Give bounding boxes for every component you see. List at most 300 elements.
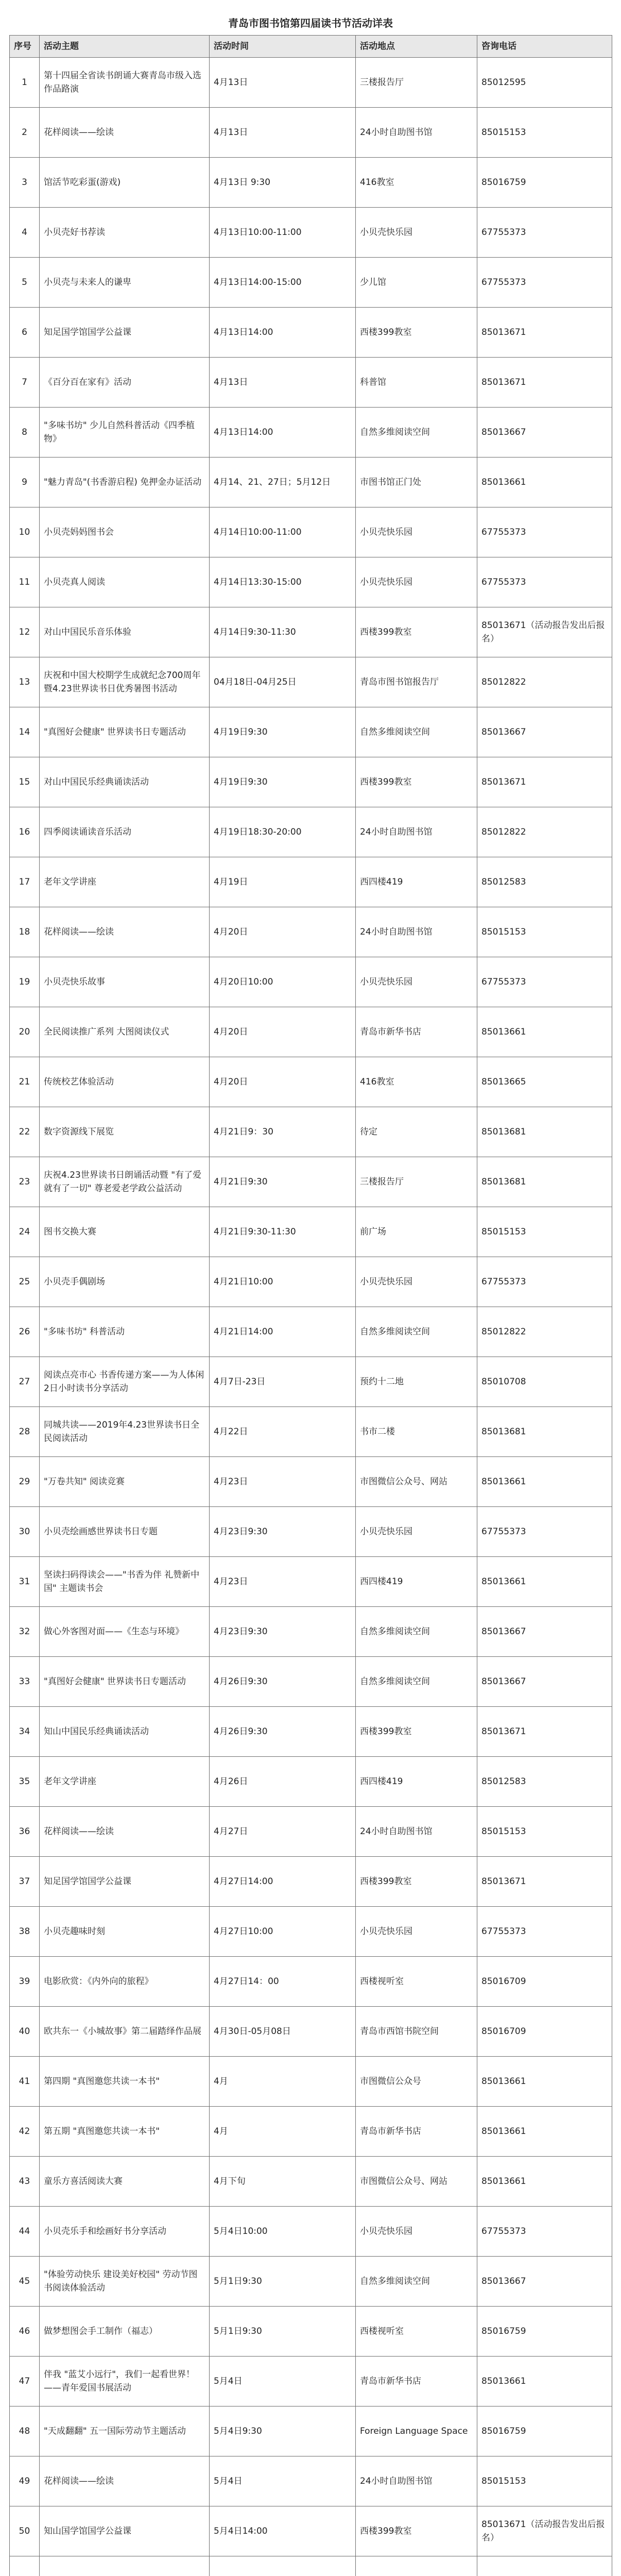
cell-topic: "多味书坊" 科普活动 bbox=[40, 1307, 210, 1357]
cell-time: 4月21日9:30 bbox=[210, 1157, 356, 1207]
cell-phone: 85013671 bbox=[477, 308, 612, 358]
cell-index: 38 bbox=[10, 1907, 40, 1957]
cell-topic: 老年文学讲座 bbox=[40, 857, 210, 907]
table-row bbox=[10, 1807, 612, 1857]
cell-phone: 85013661 bbox=[477, 1007, 612, 1057]
cell-topic: 坚读扫码得读会——"书香为伴 礼赞新中国" 主题读书会 bbox=[40, 1557, 210, 1607]
cell-index: 31 bbox=[10, 1557, 40, 1607]
cell-location: 自然多维阅读空间 bbox=[356, 1307, 477, 1357]
cell-time: 5月1日9:30 bbox=[210, 2257, 356, 2307]
table-row bbox=[10, 158, 612, 208]
cell-phone: 85013671 bbox=[477, 358, 612, 408]
cell-phone: 85012583 bbox=[477, 857, 612, 907]
cell-location: 小贝壳快乐园 bbox=[356, 1507, 477, 1557]
cell-index: 43 bbox=[10, 2157, 40, 2207]
cell-time: 4月14日13:30-15:00 bbox=[210, 557, 356, 607]
cell-time: 4月21日14:00 bbox=[210, 1307, 356, 1357]
cell-index: 1 bbox=[10, 58, 40, 108]
table-row bbox=[10, 707, 612, 757]
cell-topic: 小贝壳趣味时刻 bbox=[40, 1907, 210, 1957]
cell-location: 市图微信公众号 bbox=[356, 2057, 477, 2107]
cell-topic: 欧共东一《小城故事》第二届踏绎作品展 bbox=[40, 2007, 210, 2057]
cell-time: 4月13日10:00-11:00 bbox=[210, 208, 356, 258]
table-row bbox=[10, 1507, 612, 1557]
cell-time: 5月4日 bbox=[210, 2456, 356, 2506]
cell-index: 18 bbox=[10, 907, 40, 957]
cell-index bbox=[10, 2556, 40, 2576]
cell-phone bbox=[477, 2556, 612, 2576]
cell-index: 14 bbox=[10, 707, 40, 757]
table-row bbox=[10, 1457, 612, 1507]
table-row bbox=[10, 1907, 612, 1957]
cell-index: 12 bbox=[10, 607, 40, 657]
cell-location: 小贝壳快乐园 bbox=[356, 2207, 477, 2257]
cell-time: 4月 bbox=[210, 2057, 356, 2107]
cell-index: 47 bbox=[10, 2357, 40, 2406]
cell-phone: 85013661 bbox=[477, 1457, 612, 1507]
cell-phone: 85012822 bbox=[477, 807, 612, 857]
cell-phone: 85013665 bbox=[477, 1057, 612, 1107]
cell-phone: 85013667 bbox=[477, 1657, 612, 1707]
cell-topic: 小贝壳真人阅读 bbox=[40, 557, 210, 607]
cell-location: 青岛市图书馆报告厅 bbox=[356, 657, 477, 707]
cell-location: 科普馆 bbox=[356, 358, 477, 408]
cell-location: 青岛市新华书店 bbox=[356, 2107, 477, 2157]
cell-index: 35 bbox=[10, 1757, 40, 1807]
cell-location: 西四楼419 bbox=[356, 1757, 477, 1807]
cell-phone: 85016709 bbox=[477, 2007, 612, 2057]
table-row bbox=[10, 2057, 612, 2107]
cell-topic: 电影欣赏：《内外向的旅程》 bbox=[40, 1957, 210, 2007]
cell-index: 8 bbox=[10, 408, 40, 457]
table-row bbox=[10, 2207, 612, 2257]
cell-topic: 小贝壳手偶剧场 bbox=[40, 1257, 210, 1307]
cell-phone: 85013667 bbox=[477, 1607, 612, 1657]
cell-location: 24小时自助图书馆 bbox=[356, 807, 477, 857]
cell-time: 4月23日9:30 bbox=[210, 1607, 356, 1657]
cell-index: 26 bbox=[10, 1307, 40, 1357]
cell-phone: 67755373 bbox=[477, 208, 612, 258]
cell-time: 4月13日14:00 bbox=[210, 308, 356, 358]
cell-time: 4月14日9:30-11:30 bbox=[210, 607, 356, 657]
cell-phone: 85015153 bbox=[477, 108, 612, 158]
cell-topic: "真图好会健康" 世界读书日专题活动 bbox=[40, 1657, 210, 1707]
cell-location: 待定 bbox=[356, 1107, 477, 1157]
cell-index: 34 bbox=[10, 1707, 40, 1757]
cell-location: 西楼399教室 bbox=[356, 1707, 477, 1757]
cell-index: 49 bbox=[10, 2456, 40, 2506]
table-row bbox=[10, 2007, 612, 2057]
cell-topic: 庆祝和中国大校期学生成就纪念700周年暨4.23世界读书日优秀暑图书活动 bbox=[40, 657, 210, 707]
table-row bbox=[10, 1107, 612, 1157]
cell-time: 4月27日14:00 bbox=[210, 1857, 356, 1907]
table-row bbox=[10, 657, 612, 707]
cell-index: 32 bbox=[10, 1607, 40, 1657]
cell-location: 西楼399教室 bbox=[356, 2506, 477, 2556]
table-row bbox=[10, 2157, 612, 2207]
cell-topic: 小贝壳妈妈图书会 bbox=[40, 507, 210, 557]
cell-index: 28 bbox=[10, 1407, 40, 1457]
cell-phone: 85013667 bbox=[477, 707, 612, 757]
cell-location: 自然多维阅读空间 bbox=[356, 1657, 477, 1707]
table-row bbox=[10, 358, 612, 408]
cell-index: 29 bbox=[10, 1457, 40, 1507]
cell-topic: 知足国学馆国学公益课 bbox=[40, 308, 210, 358]
table-row bbox=[10, 1857, 612, 1907]
cell-index: 27 bbox=[10, 1357, 40, 1407]
cell-index: 22 bbox=[10, 1107, 40, 1157]
cell-topic: 知山国学馆国学公益课 bbox=[40, 2506, 210, 2556]
cell-topic: 图书交换大赛 bbox=[40, 1207, 210, 1257]
header-phone: 咨询电话 bbox=[477, 36, 612, 58]
cell-time: 4月27日14：00 bbox=[210, 1957, 356, 2007]
table-row bbox=[10, 1707, 612, 1757]
cell-topic: 对山中国民乐经典诵读活动 bbox=[40, 757, 210, 807]
cell-topic: 同城共读——2019年4.23世界读书日全民阅读活动 bbox=[40, 1407, 210, 1457]
cell-phone: 67755373 bbox=[477, 1257, 612, 1307]
cell-phone: 85013661 bbox=[477, 2107, 612, 2157]
cell-index: 9 bbox=[10, 457, 40, 507]
cell-location: 小贝壳快乐园 bbox=[356, 1257, 477, 1307]
cell-topic: 传统校艺体验活动 bbox=[40, 1057, 210, 1107]
cell-location: 自然多维阅读空间 bbox=[356, 707, 477, 757]
cell-time: 5月4日 bbox=[210, 2357, 356, 2406]
cell-index: 41 bbox=[10, 2057, 40, 2107]
cell-index: 33 bbox=[10, 1657, 40, 1707]
cell-topic: 花样阅读——绘读 bbox=[40, 108, 210, 158]
table-row bbox=[10, 2257, 612, 2307]
table-body bbox=[10, 58, 612, 2576]
cell-phone: 85013661 bbox=[477, 2357, 612, 2406]
cell-index: 4 bbox=[10, 208, 40, 258]
cell-phone: 85012822 bbox=[477, 1307, 612, 1357]
cell-location: 预约十二地 bbox=[356, 1357, 477, 1407]
cell-topic: 小贝壳快乐故事 bbox=[40, 957, 210, 1007]
table-row bbox=[10, 108, 612, 158]
cell-topic: 庆祝4.23世界读书日朗诵活动暨 "有了爱就有了一切" 尊老爱老学政公益活动 bbox=[40, 1157, 210, 1207]
cell-location: 西楼399教室 bbox=[356, 757, 477, 807]
table-row bbox=[10, 557, 612, 607]
cell-phone: 85013681 bbox=[477, 1407, 612, 1457]
cell-topic: 知山中国民乐经典诵读活动 bbox=[40, 1707, 210, 1757]
cell-location: 市图微信公众号、网站 bbox=[356, 1457, 477, 1507]
cell-index: 16 bbox=[10, 807, 40, 857]
cell-time bbox=[210, 2556, 356, 2576]
table-row bbox=[10, 1007, 612, 1057]
cell-time: 4月20日10:00 bbox=[210, 957, 356, 1007]
table-row bbox=[10, 2556, 612, 2576]
activity-table bbox=[9, 35, 612, 2576]
cell-phone: 85016759 bbox=[477, 2307, 612, 2357]
cell-phone: 85012595 bbox=[477, 58, 612, 108]
cell-time: 5月1日9:30 bbox=[210, 2307, 356, 2357]
cell-time: 4月27日 bbox=[210, 1807, 356, 1857]
cell-topic: 对山中国民乐音乐体验 bbox=[40, 607, 210, 657]
cell-topic: 花样阅读——绘读 bbox=[40, 907, 210, 957]
cell-phone: 85016759 bbox=[477, 2406, 612, 2456]
cell-time: 4月23日 bbox=[210, 1557, 356, 1607]
cell-location: 416教室 bbox=[356, 1057, 477, 1107]
cell-location: 书市二楼 bbox=[356, 1407, 477, 1457]
cell-topic: 第五期 "真图邀您共读一本书" bbox=[40, 2107, 210, 2157]
cell-topic: 全民阅读推广系列 大图阅读仪式 bbox=[40, 1007, 210, 1057]
cell-location: 24小时自助图书馆 bbox=[356, 108, 477, 158]
cell-index: 6 bbox=[10, 308, 40, 358]
cell-location: 自然多维阅读空间 bbox=[356, 2257, 477, 2307]
cell-time: 4月26日 bbox=[210, 1757, 356, 1807]
cell-phone: 85016709 bbox=[477, 1957, 612, 2007]
cell-phone: 67755373 bbox=[477, 2207, 612, 2257]
table-row bbox=[10, 1407, 612, 1457]
table-row bbox=[10, 857, 612, 907]
table-row bbox=[10, 1557, 612, 1607]
table-row bbox=[10, 607, 612, 657]
cell-location: 小贝壳快乐园 bbox=[356, 507, 477, 557]
cell-index: 44 bbox=[10, 2207, 40, 2257]
cell-time: 4月13日14:00-15:00 bbox=[210, 258, 356, 308]
cell-topic: "体验劳动快乐 建设美好校园" 劳动节图书阅读体验活动 bbox=[40, 2257, 210, 2307]
table-row bbox=[10, 1257, 612, 1307]
cell-topic: 做梦想图会手工制作（福志） bbox=[40, 2307, 210, 2357]
cell-location: 三楼报告厅 bbox=[356, 1157, 477, 1207]
table-row bbox=[10, 2506, 612, 2556]
cell-phone: 85013671（活动报告发出后报名） bbox=[477, 2506, 612, 2556]
cell-topic: 数字资源线下展览 bbox=[40, 1107, 210, 1157]
header-index: 序号 bbox=[10, 36, 40, 58]
table-row bbox=[10, 408, 612, 457]
table-row bbox=[10, 2107, 612, 2157]
cell-index: 21 bbox=[10, 1057, 40, 1107]
table-row bbox=[10, 308, 612, 358]
cell-time: 4月27日10:00 bbox=[210, 1907, 356, 1957]
cell-location: 青岛市新华书店 bbox=[356, 2357, 477, 2406]
table-row bbox=[10, 1757, 612, 1807]
table-row bbox=[10, 1357, 612, 1407]
cell-phone: 85013681 bbox=[477, 1157, 612, 1207]
header-topic: 活动主题 bbox=[40, 36, 210, 58]
cell-time: 4月23日9:30 bbox=[210, 1507, 356, 1557]
cell-time: 4月21日10:00 bbox=[210, 1257, 356, 1307]
cell-location: 西楼视听室 bbox=[356, 1957, 477, 2007]
cell-time: 4月14日10:00-11:00 bbox=[210, 507, 356, 557]
cell-topic: "真图好会健康" 世界读书日专题活动 bbox=[40, 707, 210, 757]
cell-index: 23 bbox=[10, 1157, 40, 1207]
cell-time: 4月13日 bbox=[210, 108, 356, 158]
cell-location: 西楼399教室 bbox=[356, 607, 477, 657]
cell-time: 4月30日-05月08日 bbox=[210, 2007, 356, 2057]
cell-phone: 85013661 bbox=[477, 2057, 612, 2107]
table-row bbox=[10, 907, 612, 957]
cell-topic: 第四期 "真图邀您共读一本书" bbox=[40, 2057, 210, 2107]
cell-time: 4月20日 bbox=[210, 1007, 356, 1057]
cell-phone: 85016759 bbox=[477, 158, 612, 208]
table-row bbox=[10, 1957, 612, 2007]
cell-phone: 67755373 bbox=[477, 258, 612, 308]
cell-location: Foreign Language Space bbox=[356, 2406, 477, 2456]
cell-phone: 85010708 bbox=[477, 1357, 612, 1407]
cell-topic: "多味书坊" 少儿自然科普活动《四季植物》 bbox=[40, 408, 210, 457]
cell-topic: "天成翻翻" 五一国际劳动节主题活动 bbox=[40, 2406, 210, 2456]
cell-topic: 第十四届全省读书朗诵大赛青岛市级入选作品路演 bbox=[40, 58, 210, 108]
cell-phone: 85013671 bbox=[477, 1857, 612, 1907]
cell-index: 17 bbox=[10, 857, 40, 907]
cell-index: 39 bbox=[10, 1957, 40, 2007]
cell-phone: 85013667 bbox=[477, 408, 612, 457]
cell-time: 4月21日9：30 bbox=[210, 1107, 356, 1157]
table-row bbox=[10, 1057, 612, 1107]
cell-phone: 67755373 bbox=[477, 1507, 612, 1557]
header-location: 活动地点 bbox=[356, 36, 477, 58]
cell-index: 10 bbox=[10, 507, 40, 557]
cell-time: 4月23日 bbox=[210, 1457, 356, 1507]
cell-time: 4月20日 bbox=[210, 1057, 356, 1107]
cell-location: 少儿馆 bbox=[356, 258, 477, 308]
cell-topic: 伴我 "蓝艾小远行"，我们一起看世界！——青年爱国书展活动 bbox=[40, 2357, 210, 2406]
cell-topic: 老年文学讲座 bbox=[40, 1757, 210, 1807]
cell-location: 小贝壳快乐园 bbox=[356, 957, 477, 1007]
cell-index: 40 bbox=[10, 2007, 40, 2057]
cell-topic: 小贝壳绘画感世界读书日专题 bbox=[40, 1507, 210, 1557]
cell-index: 2 bbox=[10, 108, 40, 158]
cell-index: 42 bbox=[10, 2107, 40, 2157]
table-header-row bbox=[10, 36, 612, 58]
cell-topic: 《百分百在家有》活动 bbox=[40, 358, 210, 408]
cell-phone: 85012822 bbox=[477, 657, 612, 707]
cell-phone: 85013671 bbox=[477, 1707, 612, 1757]
cell-location: 西四楼419 bbox=[356, 857, 477, 907]
cell-index: 20 bbox=[10, 1007, 40, 1057]
document-title: 青岛市图书馆第四届读书节活动详表 bbox=[228, 17, 393, 29]
cell-phone: 85013661 bbox=[477, 1557, 612, 1607]
cell-time: 4月 bbox=[210, 2107, 356, 2157]
table-row bbox=[10, 208, 612, 258]
cell-location: 西楼视听室 bbox=[356, 2307, 477, 2357]
table-row bbox=[10, 507, 612, 557]
table-row bbox=[10, 1307, 612, 1357]
cell-index: 5 bbox=[10, 258, 40, 308]
cell-time: 4月19日9:30 bbox=[210, 707, 356, 757]
cell-time: 04月18日-04月25日 bbox=[210, 657, 356, 707]
cell-topic: "万卷共知" 阅读竞赛 bbox=[40, 1457, 210, 1507]
cell-time: 4月13日 9:30 bbox=[210, 158, 356, 208]
cell-time: 4月13日 bbox=[210, 58, 356, 108]
cell-topic: 花样阅读——绘读 bbox=[40, 1807, 210, 1857]
table-row bbox=[10, 957, 612, 1007]
cell-phone: 85013671（活动报告发出后报名） bbox=[477, 607, 612, 657]
cell-time: 4月22日 bbox=[210, 1407, 356, 1457]
cell-index: 11 bbox=[10, 557, 40, 607]
cell-topic: 花样阅读——绘读 bbox=[40, 2456, 210, 2506]
table-row bbox=[10, 2406, 612, 2456]
cell-phone: 85013661 bbox=[477, 2157, 612, 2207]
cell-time: 4月21日9:30-11:30 bbox=[210, 1207, 356, 1257]
cell-time: 5月4日10:00 bbox=[210, 2207, 356, 2257]
cell-time: 4月19日 bbox=[210, 857, 356, 907]
cell-index: 19 bbox=[10, 957, 40, 1007]
cell-phone: 85015153 bbox=[477, 907, 612, 957]
cell-index: 15 bbox=[10, 757, 40, 807]
cell-time: 5月4日14:00 bbox=[210, 2506, 356, 2556]
table-row bbox=[10, 757, 612, 807]
table-row bbox=[10, 258, 612, 308]
cell-phone: 85013681 bbox=[477, 1107, 612, 1157]
cell-location bbox=[356, 2556, 477, 2576]
cell-topic: "魅力青岛"(书香游启程) 免押金办证活动 bbox=[40, 457, 210, 507]
cell-index: 46 bbox=[10, 2307, 40, 2357]
cell-phone: 67755373 bbox=[477, 1907, 612, 1957]
table-row bbox=[10, 1607, 612, 1657]
cell-phone: 67755373 bbox=[477, 557, 612, 607]
cell-location: 24小时自助图书馆 bbox=[356, 1807, 477, 1857]
table-row bbox=[10, 457, 612, 507]
cell-location: 市图书馆正门处 bbox=[356, 457, 477, 507]
cell-location: 青岛市新华书店 bbox=[356, 1007, 477, 1057]
cell-index: 25 bbox=[10, 1257, 40, 1307]
cell-location: 西楼399教室 bbox=[356, 1857, 477, 1907]
cell-location: 三楼报告厅 bbox=[356, 58, 477, 108]
cell-time: 4月26日9:30 bbox=[210, 1657, 356, 1707]
cell-topic: 馆活节吃彩蛋(游戏) bbox=[40, 158, 210, 208]
cell-phone: 85015153 bbox=[477, 2456, 612, 2506]
cell-time: 4月7日-23日 bbox=[210, 1357, 356, 1407]
cell-index: 50 bbox=[10, 2506, 40, 2556]
cell-location: 416教室 bbox=[356, 158, 477, 208]
cell-time: 4月14、21、27日；5月12日 bbox=[210, 457, 356, 507]
table-row bbox=[10, 2456, 612, 2506]
cell-time: 4月20日 bbox=[210, 907, 356, 957]
cell-phone: 85013661 bbox=[477, 457, 612, 507]
cell-location: 小贝壳快乐园 bbox=[356, 208, 477, 258]
cell-location: 西四楼419 bbox=[356, 1557, 477, 1607]
cell-index: 3 bbox=[10, 158, 40, 208]
cell-topic: 四季阅读诵读音乐活动 bbox=[40, 807, 210, 857]
cell-topic: 小贝壳好书荐读 bbox=[40, 208, 210, 258]
cell-time: 4月下旬 bbox=[210, 2157, 356, 2207]
table-row bbox=[10, 807, 612, 857]
cell-phone: 85015153 bbox=[477, 1807, 612, 1857]
table-row bbox=[10, 2307, 612, 2357]
cell-time: 5月4日9:30 bbox=[210, 2406, 356, 2456]
table-row bbox=[10, 1657, 612, 1707]
cell-time: 4月13日14:00 bbox=[210, 408, 356, 457]
cell-time: 4月19日9:30 bbox=[210, 757, 356, 807]
table-row bbox=[10, 58, 612, 108]
cell-index: 30 bbox=[10, 1507, 40, 1557]
cell-location: 24小时自助图书馆 bbox=[356, 907, 477, 957]
cell-location: 小贝壳快乐园 bbox=[356, 1907, 477, 1957]
cell-time: 4月26日9:30 bbox=[210, 1707, 356, 1757]
cell-topic: 阅读点亮市心 书香传递方案——为人体闲2日小时读书分享活动 bbox=[40, 1357, 210, 1407]
cell-phone: 85013667 bbox=[477, 2257, 612, 2307]
cell-phone: 67755373 bbox=[477, 957, 612, 1007]
cell-topic: 知足国学馆国学公益课 bbox=[40, 1857, 210, 1907]
cell-time: 4月13日 bbox=[210, 358, 356, 408]
cell-topic: 小贝壳与未来人的谦卑 bbox=[40, 258, 210, 308]
cell-location: 小贝壳快乐园 bbox=[356, 557, 477, 607]
cell-index: 37 bbox=[10, 1857, 40, 1907]
cell-location: 西楼399教室 bbox=[356, 308, 477, 358]
cell-time: 4月19日18:30-20:00 bbox=[210, 807, 356, 857]
cell-topic: 童乐方喜活阅读大赛 bbox=[40, 2157, 210, 2207]
table-row bbox=[10, 1157, 612, 1207]
header-time: 活动时间 bbox=[210, 36, 356, 58]
cell-phone: 67755373 bbox=[477, 507, 612, 557]
cell-index: 48 bbox=[10, 2406, 40, 2456]
cell-location: 自然多维阅读空间 bbox=[356, 1607, 477, 1657]
cell-topic: 做心外客图对面——《生态与环境》 bbox=[40, 1607, 210, 1657]
cell-location: 市图微信公众号、网站 bbox=[356, 2157, 477, 2207]
cell-topic: 小贝壳乐手和绘画好书分享活动 bbox=[40, 2207, 210, 2257]
